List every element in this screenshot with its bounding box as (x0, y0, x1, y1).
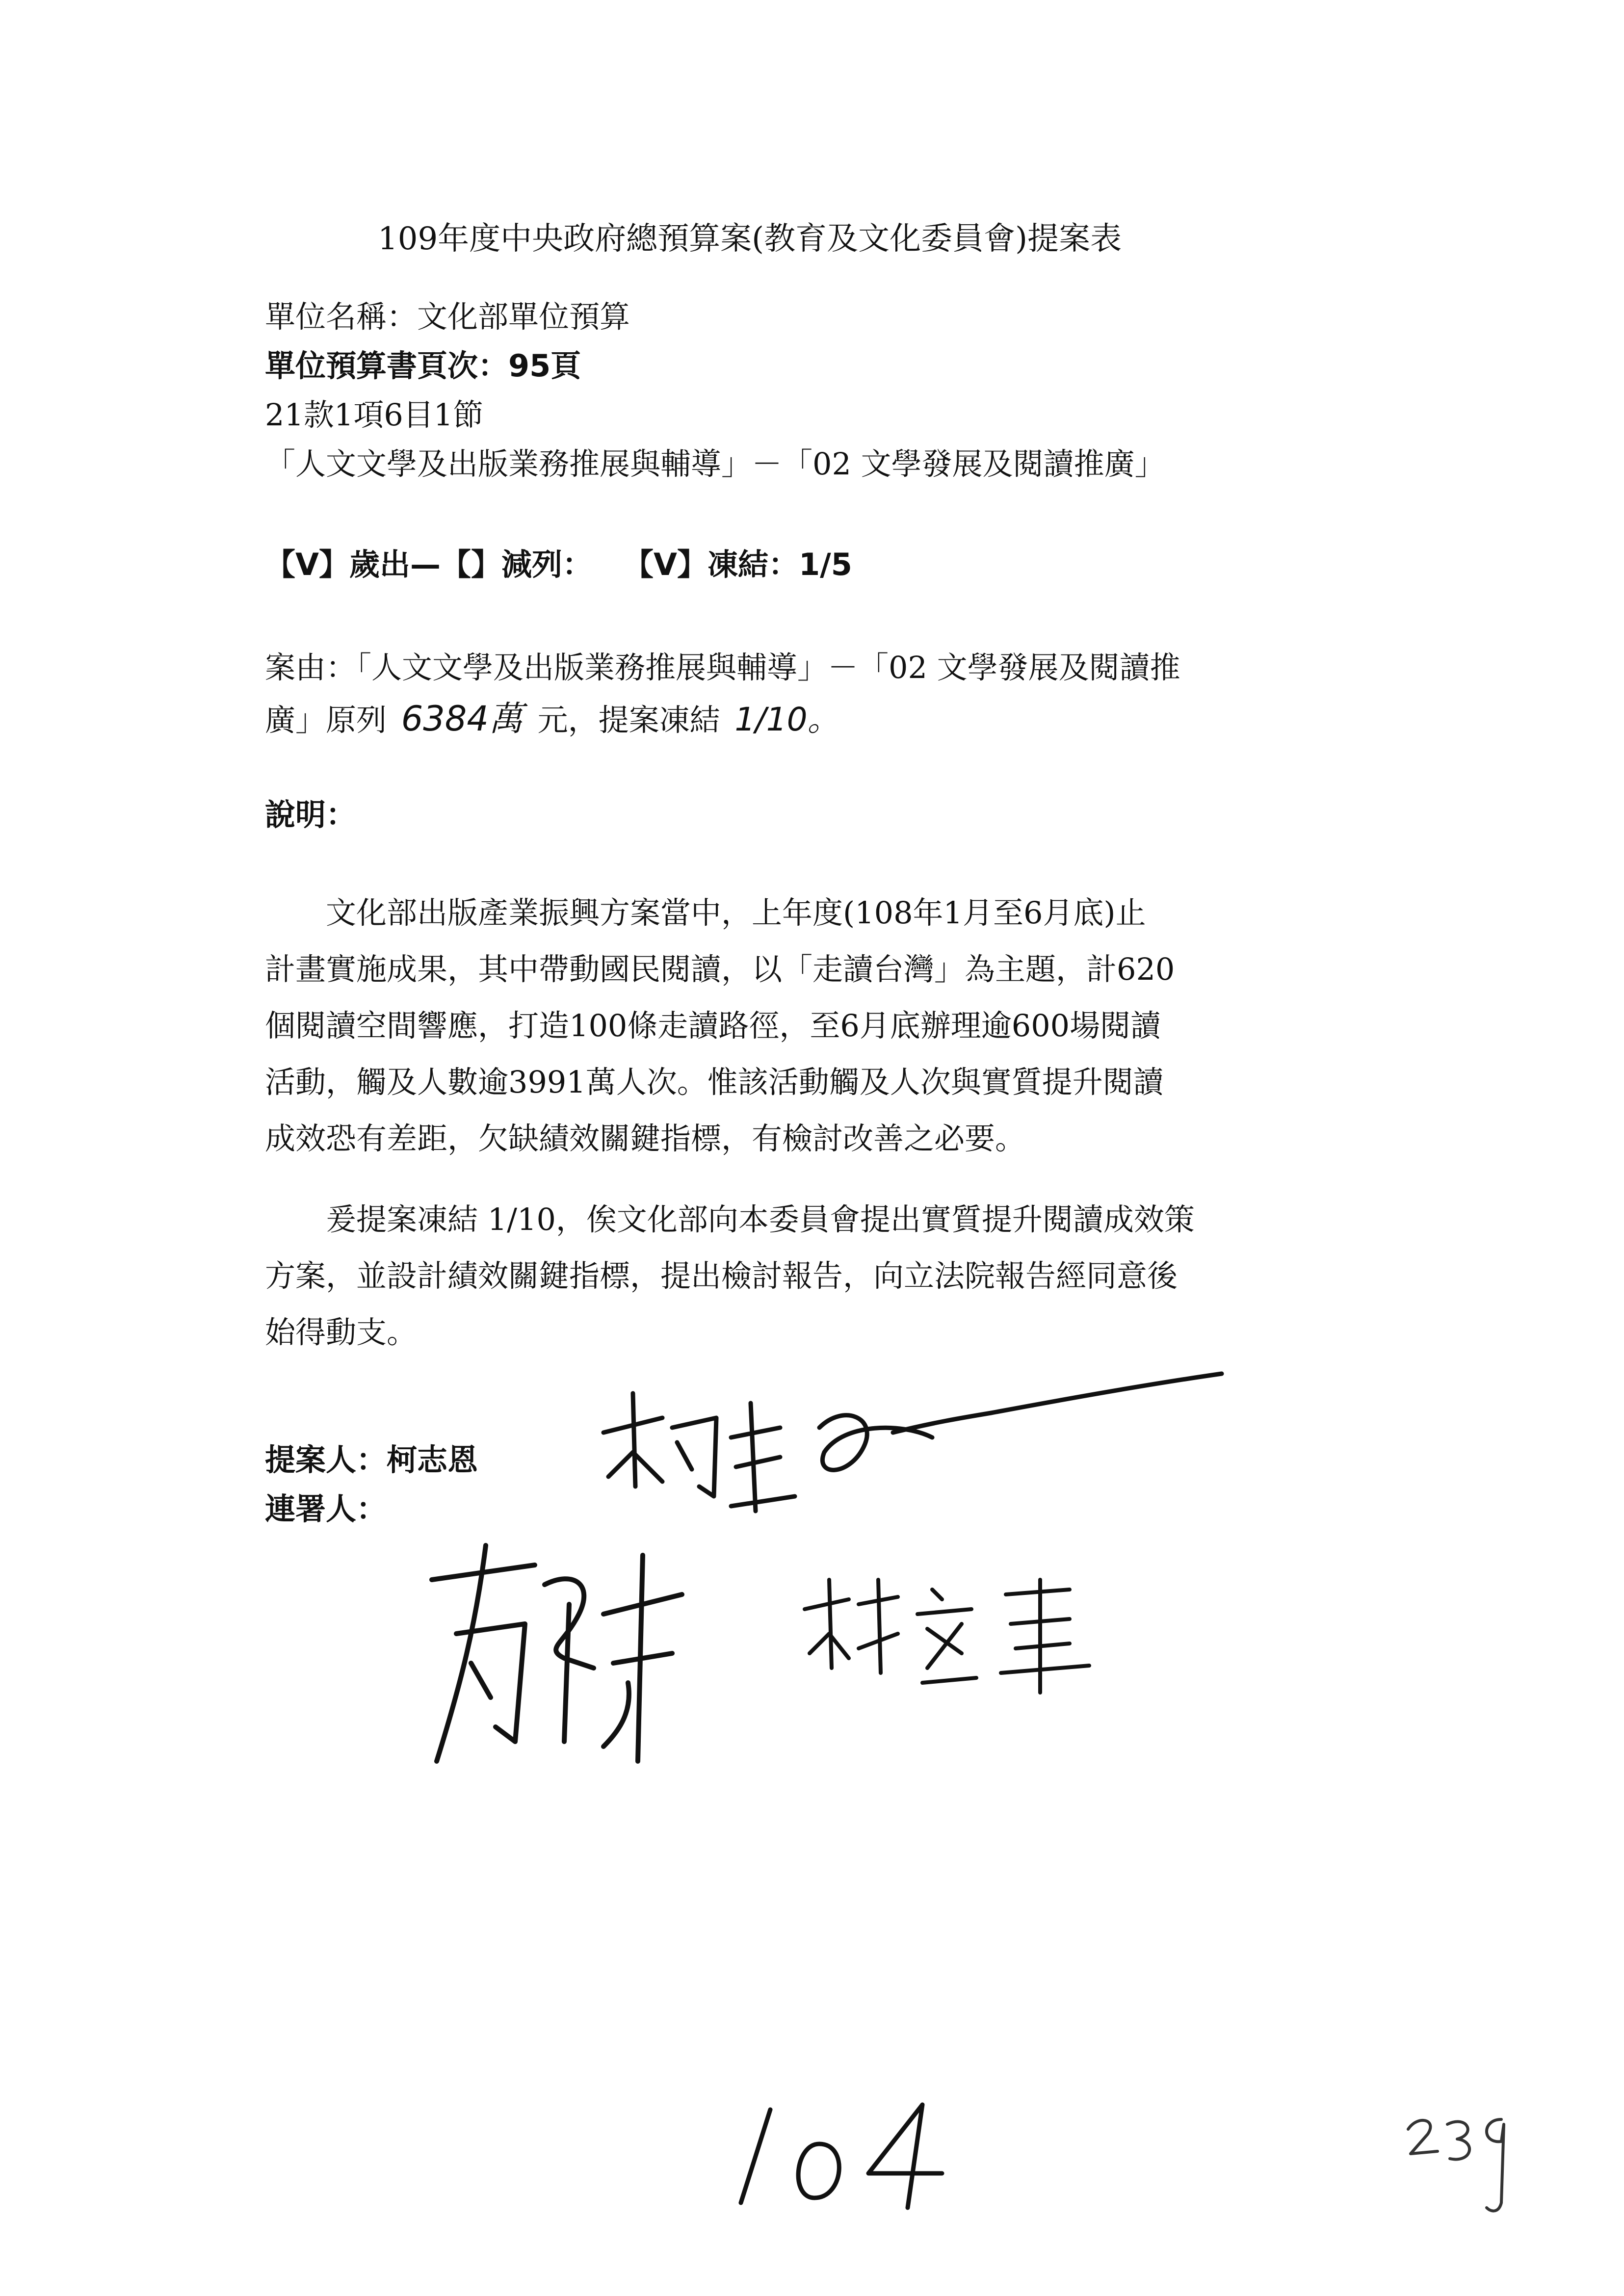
corner-number-drawing (1403, 2105, 1531, 2218)
proposer-label: 提案人：柯志恩 (265, 1442, 478, 1478)
paragraph-2-line: 方案，並設計績效關鍵指標，提出檢討報告，向立法院報告經同意後 (265, 1258, 1178, 1294)
cosigner-label: 連署人： (265, 1491, 387, 1527)
unit-name: 單位名稱：文化部單位預算 (265, 299, 630, 335)
budget-section: 21款1項6目1節 (265, 397, 484, 433)
case-line-2-suffix: 元，提案凍結 (537, 702, 720, 738)
paragraph-1-line: 個閱讀空間響應，打造100條走讀路徑，至6月底辦理逾600場閱讀 (265, 1008, 1161, 1044)
case-line-2-prefix: 廣」原列 (265, 702, 387, 738)
case-line-2 (265, 699, 840, 739)
case-line-1: 案由：「人文文學及出版業務推展與輔導」－「02 文學發展及閱讀推 (265, 650, 1180, 685)
handwritten-amount: 6384萬 (401, 699, 523, 739)
paragraph-1-line: 活動，觸及人數逾3991萬人次。惟該活動觸及人次與實質提升閱讀 (265, 1064, 1164, 1100)
page-number-drawing (726, 2090, 962, 2218)
action-line: 【V】歲出—【】減列： 【V】凍結：1/5 (265, 547, 852, 582)
paragraph-1-line: 計畫實施成果，其中帶動國民閱讀，以「走讀台灣」為主題，計620 (265, 951, 1175, 987)
paragraph-1-line: 成效恐有差距，欠缺績效關鍵指標，有檢討改善之必要。 (265, 1121, 1026, 1156)
paragraph-2-line: 爰提案凍結 1/10，俟文化部向本委員會提出實質提升閱讀成效策 (265, 1201, 1195, 1237)
paragraph-2-line: 始得動支。 (265, 1314, 418, 1350)
document-title: 109年度中央政府總預算案(教育及文化委員會)提案表 (378, 221, 1122, 257)
handwritten-freeze: 1/10。 (734, 701, 840, 738)
budget-page: 單位預算書頁次：95頁 (265, 348, 581, 384)
paragraph-1-line: 文化部出版產業振興方案當中，上年度(108年1月至6月底)止 (265, 895, 1146, 931)
explanation-label: 說明： (265, 797, 357, 833)
program-name: 「人文文學及出版業務推展與輔導」－「02 文學發展及閱讀推廣」 (265, 446, 1165, 482)
